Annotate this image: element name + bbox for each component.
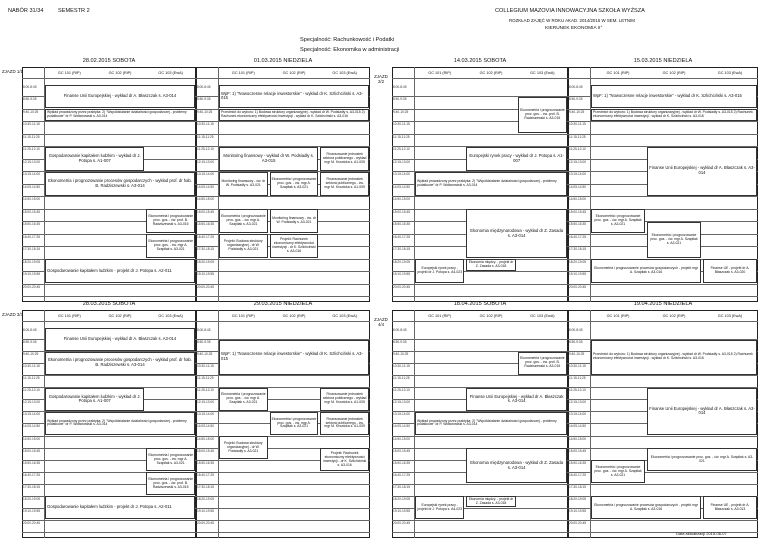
class-block-ekoc: Ekonometria i prognozowanie proc. gos. - ćw. mgr A. Szapiłak s. A3-021 (270, 172, 319, 196)
row-rule (392, 134, 568, 135)
class-block-rek: Projekt: Rachunek ekonomiczny efektywności inwestycji - dr K. Szlichciński s. A3-016 (270, 234, 319, 258)
class-block-ekoc: Ekonometria i prognozowanie proc. gos. - ćw. mgr A. Szapiłak s. A3-021 (591, 460, 645, 483)
zjazd-label: ZJAZD 2/2 (374, 74, 388, 84)
zjazd-label: ZJAZD 1/1 (2, 69, 23, 74)
time-slot: 9:40-10:25 (569, 109, 585, 114)
class-block-ekol: Ekonometria i prognozowanie proc. gos. - ćw. prof. B. Radziszewski s. A3-015 (518, 352, 567, 375)
time-slot: 19:10-19:55 (569, 272, 587, 277)
time-slot: 16:40-17:25 (569, 472, 587, 477)
class-block-ekol: Ekonometria i prognozowanie proc. gos. - ćw. prof. B. Radziszewski s. A3-015 (146, 209, 195, 233)
class-block-eko: Ekonometria i prognozowanie procesów gospodarczych - wykład prof. dr hab. B. Radziszewski s. A3-014 (45, 172, 195, 196)
class-block-wpf: WpF: 1) "Nowoczesne relacje inwestorskie" - wykład dr K. Szlichciński s. A3-015 (219, 85, 369, 109)
time-slot: 13:15-14:00 (393, 172, 411, 177)
class-block-gklp: Gospodarowanie kapitałem ludzkim - projekt dr J. Potopa s. A2-011 (45, 259, 195, 283)
class-block-eko_pr: Ekonometria i prognozowanie procesów gospodarczych - projekt mgr A. Szapiłak s. A3-016 (591, 496, 701, 519)
time-slot: 11:15-11:25 (569, 376, 586, 381)
time-slot: 20:00-20:45 (197, 284, 215, 289)
time-slot: 15:00-15:45 (569, 448, 587, 453)
day-title: 18.04.2015 SOBOTA (453, 301, 507, 307)
time-slot: 12:15-13:00 (393, 159, 411, 164)
time-slot: 8:50-9:35 (23, 97, 37, 102)
time-slot: 14:50-15:00 (393, 436, 411, 441)
time-slot: 12:15-13:00 (23, 400, 41, 405)
class-block-ekoc: Ekonometria i prognozowanie proc. gos. - ćw. mgr A. Szapiłak s. A3-021 (219, 209, 268, 233)
group-header: GC 102 (RiP) (479, 314, 503, 318)
group-header: GC 102 (RiP) (479, 71, 503, 75)
row-rule (392, 196, 568, 197)
row-rule (568, 121, 758, 122)
class-block-mon: Monitoring finansowy - wykład dr W. Podsiadły s. A3-015 (219, 147, 318, 171)
time-slot: 12:15-13:00 (197, 159, 215, 164)
class-block-uni: Finanse Unii Europejskiej - wykład dr A. Błaszczak s. A3-014 (647, 388, 757, 435)
time-slot: 8:00-8:45 (393, 85, 407, 89)
class-block-fzp: Finansowanie jednostek sektora publicznego - wykład mgr M. Krowicka s. A1-005 (320, 388, 369, 411)
row-rule (22, 196, 196, 197)
group-header: GC 101 (RiP) (57, 314, 81, 318)
time-slot: 14:05-14:50 (197, 184, 215, 189)
time-slot: 9:40-10:25 (23, 109, 39, 114)
time-slot: 16:40-17:25 (197, 234, 215, 239)
row-rule (196, 196, 370, 197)
class-block-wpf: WpF: 1) "Nowoczesne relacje inwestorskie" - wykład dr K. Szlichciński s. A3-015 (591, 85, 757, 109)
class-block-rynekp: Europejski rynek pracy - projekt dr J. Potopa s. A4-023 (415, 496, 464, 519)
time-slot: 11:15-11:25 (23, 376, 40, 381)
time-slot: 15:50-16:35 (393, 460, 411, 465)
row-rule (568, 134, 758, 135)
day-title: 28.03.2015 SOBOTA (82, 301, 136, 307)
class-block-gklp: Gospodarowanie kapitałem ludzkim - projekt dr J. Potopa s. A2-011 (45, 496, 195, 519)
row-rule (196, 271, 370, 272)
time-slot: 20:00-20:45 (197, 520, 215, 525)
time-slot: 16:40-17:25 (393, 234, 411, 239)
time-slot: 20:00-20:45 (569, 284, 587, 289)
group-header: GC 102 (RiP) (282, 314, 306, 318)
time-slot: 20:00-20:45 (23, 520, 41, 525)
time-slot: 11:25-12:10 (569, 147, 586, 152)
time-slot: 13:15-14:00 (197, 412, 215, 417)
day-title: 15.03.2015 NIEDZIELA (633, 58, 693, 64)
time-slot: 15:00-15:45 (23, 209, 41, 214)
header-rule (22, 78, 196, 79)
time-slot: 11:15-11:25 (393, 376, 410, 381)
time-slot: 16:40-17:25 (23, 234, 41, 239)
group-header: GC 101 (RiP) (606, 314, 630, 318)
class-block-eko: Ekonometria i prognozowanie procesów gospodarczych - wykład prof. dr hab. B. Radziszewski s. A3-014 (45, 352, 195, 375)
group-header: GC 101 (RiP) (606, 71, 630, 75)
time-slot: 17:30-18:15 (393, 484, 411, 489)
rozklad-label: ROZKŁAD ZAJĘĆ W ROKU AKAD. 2014/2015 W SEM. LETNIM (509, 18, 635, 23)
class-block-rek: Projekt: Rachunek ekonomiczny efektywności inwestycji - dr K. Szlichciński s. A3-016 (320, 448, 369, 471)
time-slot: 11:15-11:25 (197, 376, 214, 381)
row-rule (22, 121, 196, 122)
time-slot: 14:50-15:00 (197, 197, 215, 202)
row-rule (196, 472, 370, 473)
class-block-monc: Monitoring finansowy - ćw. dr W. Podsiadły s. A3-021 (270, 209, 319, 233)
group-header: GC 103 (EwA) (717, 314, 743, 318)
group-header: GC 103 (EwA) (158, 314, 183, 318)
time-slot: 8:00-8:45 (197, 328, 211, 332)
time-slot: 20:00-20:45 (393, 520, 411, 525)
time-slot: 11:25-12:10 (569, 388, 586, 393)
row-rule (196, 284, 370, 285)
time-slot: 9:40-10:25 (23, 352, 39, 357)
class-block-ekol: Ekonometria i prognozowanie proc. gos. - ćw. prof. B. Radziszewski s. A3-015 (518, 97, 567, 133)
zjazd-label: ZJAZD 4/4 (374, 317, 388, 327)
time-slot: 8:00-8:45 (393, 328, 407, 332)
time-slot: 14:05-14:50 (393, 184, 411, 189)
class-block-uni: Finanse Unii Europejskiej - wykład dr A. Błaszczak s. A3-014 (45, 328, 195, 351)
class-block-uni: Finanse Unii Europejskiej - wykład dr A. Błaszczak s. A3-014 (45, 85, 195, 109)
row-rule (568, 520, 758, 521)
time-slot: 15:50-16:35 (23, 222, 41, 227)
class-block-ekol: Ekonometria i prognozowanie proc. gos. - ćw. prof. B. Radziszewski s. A3-015 (146, 472, 195, 495)
time-slot: 13:15-14:00 (197, 172, 215, 177)
time-slot: 15:00-15:45 (569, 209, 587, 214)
time-slot: 14:50-15:00 (569, 197, 587, 202)
time-slot: 19:10-19:55 (569, 508, 587, 513)
class-block-fzpc: Finansowanie jednostek sektora publicznego - ćw. mgr M. Krowicka s. A1-009 (320, 412, 369, 435)
class-block-bud: Projekt: Budowa struktury organizacyjnej - dr W. Podsiadły s. A3-021 (219, 234, 268, 258)
class-block-pwp: Wykład prowadzony przez praktyka: 2) "Współdziałanie działalności gospodarczej - problemy podatkowe" dr P. Wołtanowski s. A3-014 (415, 412, 567, 435)
time-slot: 9:40-10:25 (393, 352, 409, 357)
time-slot: 8:50-9:35 (197, 340, 211, 345)
row-rule (196, 520, 370, 521)
group-header: GC 101 (RiP) (428, 314, 452, 318)
time-slot: 13:15-14:00 (23, 172, 41, 177)
row-rule (22, 134, 196, 135)
row-rule (392, 339, 568, 340)
time-slot: 15:50-16:35 (197, 460, 215, 465)
class-block-pwyb: Przedmiot do wyboru: 1) Budowa struktury organizacyjnej - wykład dr W. Podsiadły s. A3-015 2) Rachunek ekonomiczny efektywności inwestycji - wykład dr K. Szlichciński s. A3-016 (219, 109, 369, 120)
class-block-bud: Projekt: Budowa struktury organizacyjnej - dr W. Podsiadły s. A3-021 (219, 436, 268, 459)
time-slot: 8:00-8:45 (197, 85, 211, 89)
time-slot: 11:25-12:10 (393, 147, 410, 152)
row-rule (22, 375, 196, 376)
time-slot: 18:20-19:05 (197, 496, 215, 501)
class-block-pwp: Wykład prowadzony przez praktyka: 2) "Współdziałanie działalności gospodarczej - problemy podatkowe" dr P. Wołtanowski s. A3-014 (45, 109, 195, 120)
day-title: 01.03.2015 NIEDZIELA (253, 58, 313, 64)
row-rule (568, 284, 758, 285)
time-slot: 14:50-15:00 (23, 197, 41, 202)
row-rule (22, 296, 196, 297)
time-slot: 9:40-10:25 (197, 352, 213, 357)
time-slot: 15:50-16:35 (569, 222, 587, 227)
time-slot: 15:00-15:45 (393, 209, 411, 214)
time-slot: 14:50-15:00 (569, 436, 587, 441)
time-slot: 17:30-18:15 (23, 247, 41, 252)
row-rule (196, 484, 370, 485)
row-rule (196, 296, 370, 297)
time-slot: 8:50-9:35 (393, 97, 407, 102)
update-date: Data aktualizacji 2015-06-07 (676, 531, 727, 536)
time-slot: 16:40-17:25 (23, 472, 41, 477)
row-rule (568, 375, 758, 376)
header-rule (392, 78, 568, 79)
time-slot: 16:40-17:25 (197, 472, 215, 477)
time-slot: 15:50-16:35 (23, 460, 41, 465)
time-slot: 10:30-11:15 (393, 122, 410, 127)
class-block-rynekp: Europejski rynek pracy - projekt dr J. Potopa s. A4-023 (415, 259, 464, 283)
row-rule (568, 296, 758, 297)
time-slot: 10:30-11:15 (197, 364, 214, 369)
class-block-fzp: Finansowanie jednostek sektora publicznego - wykład mgr M. Krowicka s. A1-005 (320, 147, 369, 171)
time-slot: 12:15-13:00 (197, 400, 215, 405)
row-rule (22, 532, 196, 533)
time-slot: 10:30-11:15 (393, 364, 410, 369)
time-slot: 14:50-15:00 (197, 436, 215, 441)
time-slot: 15:00-15:45 (393, 448, 411, 453)
time-slot: 8:50-9:35 (23, 340, 37, 345)
time-slot: 13:15-14:00 (569, 172, 587, 177)
class-block-ekoc: Ekonometria i prognozowanie proc. gos. - ćw. mgr A. Szapiłak s. A3-021 (146, 234, 195, 258)
time-slot: 17:30-18:15 (569, 484, 587, 489)
group-header: GC 101 (RiP) (57, 71, 81, 75)
group-header: GC 102 (RiP) (108, 314, 132, 318)
row-rule (22, 436, 196, 437)
class-block-gkl: Gospodarowanie kapitałem ludzkim - wykład dr J. Potopa s. A1-007 (45, 147, 144, 171)
time-slot: 18:20-19:05 (23, 496, 41, 501)
class-block-emp: Ekonomia między. - projekt dr Z. Zasada s. A3-018 (466, 496, 515, 507)
class-block-emw: Ekonomia międzynarodowa - wykład dr Z. Zasada s. A3-014 (466, 448, 567, 483)
class-block-ekoc: Ekonometria i prognozowanie proc. gos. - ćw. mgr A. Szapiłak s. A3-021 (647, 448, 757, 471)
group-header: GC 101 (RiP) (231, 71, 255, 75)
time-slot: 18:20-19:05 (393, 259, 411, 264)
zjazd-label: ZJAZD 3/3 (2, 312, 23, 317)
time-slot: 19:10-19:55 (393, 272, 411, 277)
time-slot: 14:05-14:50 (23, 424, 41, 429)
group-header: GC 103 (EwA) (717, 71, 743, 75)
class-block-wpf: WpF: 1) "Nowoczesne relacje inwestorskie" - wykład dr K. Szlichciński s. A3-015 (219, 340, 369, 375)
group-header: GC 103 (EwA) (332, 314, 357, 318)
time-slot: 13:15-14:00 (393, 412, 411, 417)
row-rule (196, 259, 370, 260)
time-slot: 13:15-14:00 (23, 412, 41, 417)
time-slot: 19:10-19:55 (23, 272, 41, 277)
time-slot: 15:00-15:45 (197, 209, 215, 214)
time-slot: 14:05-14:50 (23, 184, 41, 189)
time-slot: 8:00-8:45 (23, 85, 37, 89)
semestr-label: SEMESTR 2 (58, 8, 90, 14)
header-rule (392, 321, 568, 322)
row-rule (22, 520, 196, 521)
class-block-ekoc: Ekonometria i prognozowanie proc. gos. - ćw. mgr A. Szapiłak s. A3-021 (591, 209, 645, 233)
time-slot: 12:15-13:00 (569, 400, 587, 405)
class-block-ekoc: Ekonometria i prognozowanie proc. gos. - ćw. mgr A. Szapiłak s. A3-021 (146, 448, 195, 471)
time-slot: 17:30-18:15 (197, 247, 215, 252)
time-slot: 19:10-19:55 (393, 508, 411, 513)
time-slot: 12:15-13:00 (23, 159, 41, 164)
time-slot: 19:10-19:55 (197, 508, 215, 513)
time-slot: 14:05-14:50 (393, 424, 411, 429)
time-slot: 12:15-13:00 (393, 400, 411, 405)
class-block-uni: Finanse Unii Europejskiej - wykład dr A. Błaszczak s. A3-014 (647, 147, 757, 196)
header-rule (196, 78, 370, 79)
time-slot: 13:15-14:00 (569, 412, 587, 417)
class-block-ekoc: Ekonometria i prognozowanie proc. gos. - ćw. mgr A. Szapiłak s. A3-021 (270, 412, 319, 435)
group-header: GC 103 (EwA) (530, 71, 555, 75)
time-slot: 17:30-18:15 (393, 247, 411, 252)
day-title: 28.02.2015 SOBOTA (82, 58, 136, 64)
group-header: GC 102 (RiP) (662, 71, 686, 75)
class-block-eko_pr: Ekonometria i prognozowanie procesów gospodarczych - projekt mgr A. Szapiłak s. A3-016 (591, 259, 701, 283)
time-slot: 14:50-15:00 (23, 436, 41, 441)
time-slot: 10:30-11:15 (23, 122, 40, 127)
time-slot: 18:20-19:05 (23, 259, 41, 264)
time-slot: 18:20-19:05 (197, 259, 215, 264)
time-slot: 18:20-19:05 (569, 259, 587, 264)
time-slot: 8:50-9:35 (393, 340, 407, 345)
time-slot: 19:10-19:55 (197, 272, 215, 277)
row-rule (392, 436, 568, 437)
day-title: 29.03.2015 NIEDZIELA (253, 301, 313, 307)
day-title: 14.03.2015 SOBOTA (453, 58, 507, 64)
row-rule (392, 532, 568, 533)
class-block-pwyb: Przedmiot do wyboru: 1) Budowa struktury organizacyjnej - wykład dr W. Podsiadły s. A3-015 2) Rachunek ekonomiczny efektywności inwestycji - wykład dr K. Szlichciński s. A3-016 (591, 340, 757, 375)
row-rule (22, 284, 196, 285)
group-header: GC 103 (EwA) (530, 314, 555, 318)
time-slot: 19:10-19:55 (23, 508, 41, 513)
time-slot: 20:00-20:45 (23, 284, 41, 289)
group-header: GC 102 (RiP) (108, 71, 132, 75)
class-block-pwyb: Przedmiot do wyboru: 1) Budowa struktury organizacyjnej - wykład dr W. Podsiadły s. A3-015 2) Rachunek ekonomiczny efektywności inwestycji - wykład dr K. Szlichciński s. A3-016 (591, 109, 757, 120)
time-slot: 8:50-9:35 (569, 97, 583, 102)
time-slot: 15:50-16:35 (197, 222, 215, 227)
class-block-ekoc: Ekonometria i prognozowanie proc. gos. - ćw. mgr A. Szapiłak s. A3-021 (219, 388, 268, 411)
time-slot: 8:50-9:35 (569, 340, 583, 345)
class-block-emp: Ekonomia między. - projekt dr Z. Zasada s. A3-018 (466, 259, 515, 270)
row-rule (196, 375, 370, 376)
class-block-uni: Finanse Unii Europejskiej - wykład dr A. Błaszczak s. A3-014 (466, 388, 567, 411)
time-slot: 17:30-18:15 (197, 484, 215, 489)
time-slot: 15:00-15:45 (23, 448, 41, 453)
time-slot: 16:40-17:25 (569, 234, 587, 239)
time-slot: 11:25-12:10 (393, 388, 410, 393)
group-header: GC 102 (RiP) (282, 71, 306, 75)
time-slot: 14:50-15:00 (393, 197, 411, 202)
time-slot: 8:00-8:45 (569, 328, 583, 332)
time-slot: 8:00-8:45 (569, 85, 583, 89)
class-block-emw: Ekonomia międzynarodowa - wykład dr Z. Zasada s. A3-014 (466, 209, 567, 258)
time-slot: 15:50-16:35 (569, 460, 587, 465)
row-rule (196, 134, 370, 135)
kierunek-label: KIERUNEK EKONOMIA II° (545, 26, 603, 31)
header-rule (568, 78, 758, 79)
row-rule (568, 484, 758, 485)
group-header: GC 101 (RiP) (231, 314, 255, 318)
time-slot: 16:40-17:25 (393, 472, 411, 477)
time-slot: 15:50-16:35 (393, 222, 411, 227)
class-block-monc: Monitoring finansowy - ćw. dr W. Podsiadły s. A3-021 (219, 172, 268, 196)
time-slot: 11:15-11:25 (23, 134, 40, 139)
time-slot: 18:20-19:05 (393, 496, 411, 501)
row-rule (392, 284, 568, 285)
class-block-rynek: Europejski rynek pracy - wykład dr J. Potopa s. A1-007 (466, 147, 567, 171)
time-slot: 17:30-18:15 (23, 484, 41, 489)
row-rule (568, 196, 758, 197)
time-slot: 8:00-8:45 (23, 328, 37, 332)
time-slot: 8:50-9:35 (197, 97, 211, 102)
time-slot: 20:00-20:45 (569, 520, 587, 525)
group-header: GC 103 (EwA) (332, 71, 357, 75)
specialty-1: Specjalność: Rachunkowość i Podatki (300, 37, 395, 43)
row-rule (392, 296, 568, 297)
row-rule (392, 375, 568, 376)
row-rule (568, 436, 758, 437)
time-slot: 17:30-18:15 (569, 247, 587, 252)
class-block-pwp: Wykład prowadzony przez praktyka: 2) "Współdziałanie działalności gospodarczej - problemy podatkowe" dr P. Wołtanowski s. A3-014 (45, 412, 195, 435)
class-block-fup2: Finanse UE - projekt dr A. Błaszczak s. A3-013 (703, 496, 757, 519)
class-block-ekoc: Ekonometria i prognozowanie proc. gos. - ćw. mgr A. Szapiłak s. A3-021 (647, 222, 701, 258)
row-rule (392, 520, 568, 521)
time-slot: 11:25-12:10 (23, 388, 40, 393)
time-slot: 12:15-13:00 (569, 159, 587, 164)
class-block-gkl: Gospodarowanie kapitałem ludzkim - wykład dr J. Potopa s. A1-007 (45, 388, 144, 411)
header-rule (568, 321, 758, 322)
time-slot: 11:15-11:25 (569, 134, 586, 139)
header-rule (22, 321, 196, 322)
row-rule (568, 532, 758, 533)
group-header: GC 103 (EwA) (158, 71, 183, 75)
class-block-fzpc: Finansowanie jednostek sektora publicznego - ćw. mgr M. Krowicka s. A1-009 (320, 172, 369, 196)
time-slot: 10:30-11:15 (569, 122, 586, 127)
time-slot: 14:05-14:50 (569, 184, 587, 189)
time-slot: 9:40-10:25 (569, 352, 585, 357)
time-slot: 9:40-10:25 (393, 109, 409, 114)
time-slot: 14:05-14:50 (197, 424, 215, 429)
row-rule (196, 496, 370, 497)
group-header: GC 101 (RiP) (428, 71, 452, 75)
class-block-pwp: Wykład prowadzony przez praktyka: 2) "Współdziałanie działalności gospodarczej - problemy podatkowe" dr P. Wołtanowski s. A3-014 (415, 172, 567, 196)
nabor-label: NABÓR 31/34 (8, 8, 44, 14)
row-rule (196, 508, 370, 509)
time-slot: 15:00-15:45 (197, 448, 215, 453)
time-slot: 10:30-11:15 (569, 364, 586, 369)
class-block-fup: Finanse UE - projekt dr A. Błaszczak s. A3-020 (703, 259, 757, 283)
time-slot: 20:00-20:45 (393, 284, 411, 289)
time-slot: 18:20-19:05 (569, 496, 587, 501)
day-title: 19.04.2015 NIEDZIELA (633, 301, 693, 307)
time-slot: 11:15-11:25 (393, 134, 410, 139)
row-rule (392, 484, 568, 485)
time-slot: 11:25-12:10 (197, 388, 214, 393)
time-slot: 14:05-14:50 (569, 424, 587, 429)
time-slot: 11:25-12:10 (23, 147, 40, 152)
specialty-2: Specjalność: Ekonomika w administracji (300, 47, 400, 53)
time-slot: 10:30-11:15 (23, 364, 40, 369)
row-rule (196, 532, 370, 533)
time-slot: 10:30-11:15 (197, 122, 214, 127)
group-header: GC 102 (RiP) (662, 314, 686, 318)
time-slot: 9:40-10:25 (197, 109, 213, 114)
header-rule (196, 321, 370, 322)
college-name: COLLEGIUM MAZOVIA INNOWACYJNA SZKOŁA WYŻSZA (495, 8, 645, 14)
row-rule (196, 121, 370, 122)
time-slot: 11:25-12:10 (197, 147, 214, 152)
time-slot: 11:15-11:25 (197, 134, 214, 139)
